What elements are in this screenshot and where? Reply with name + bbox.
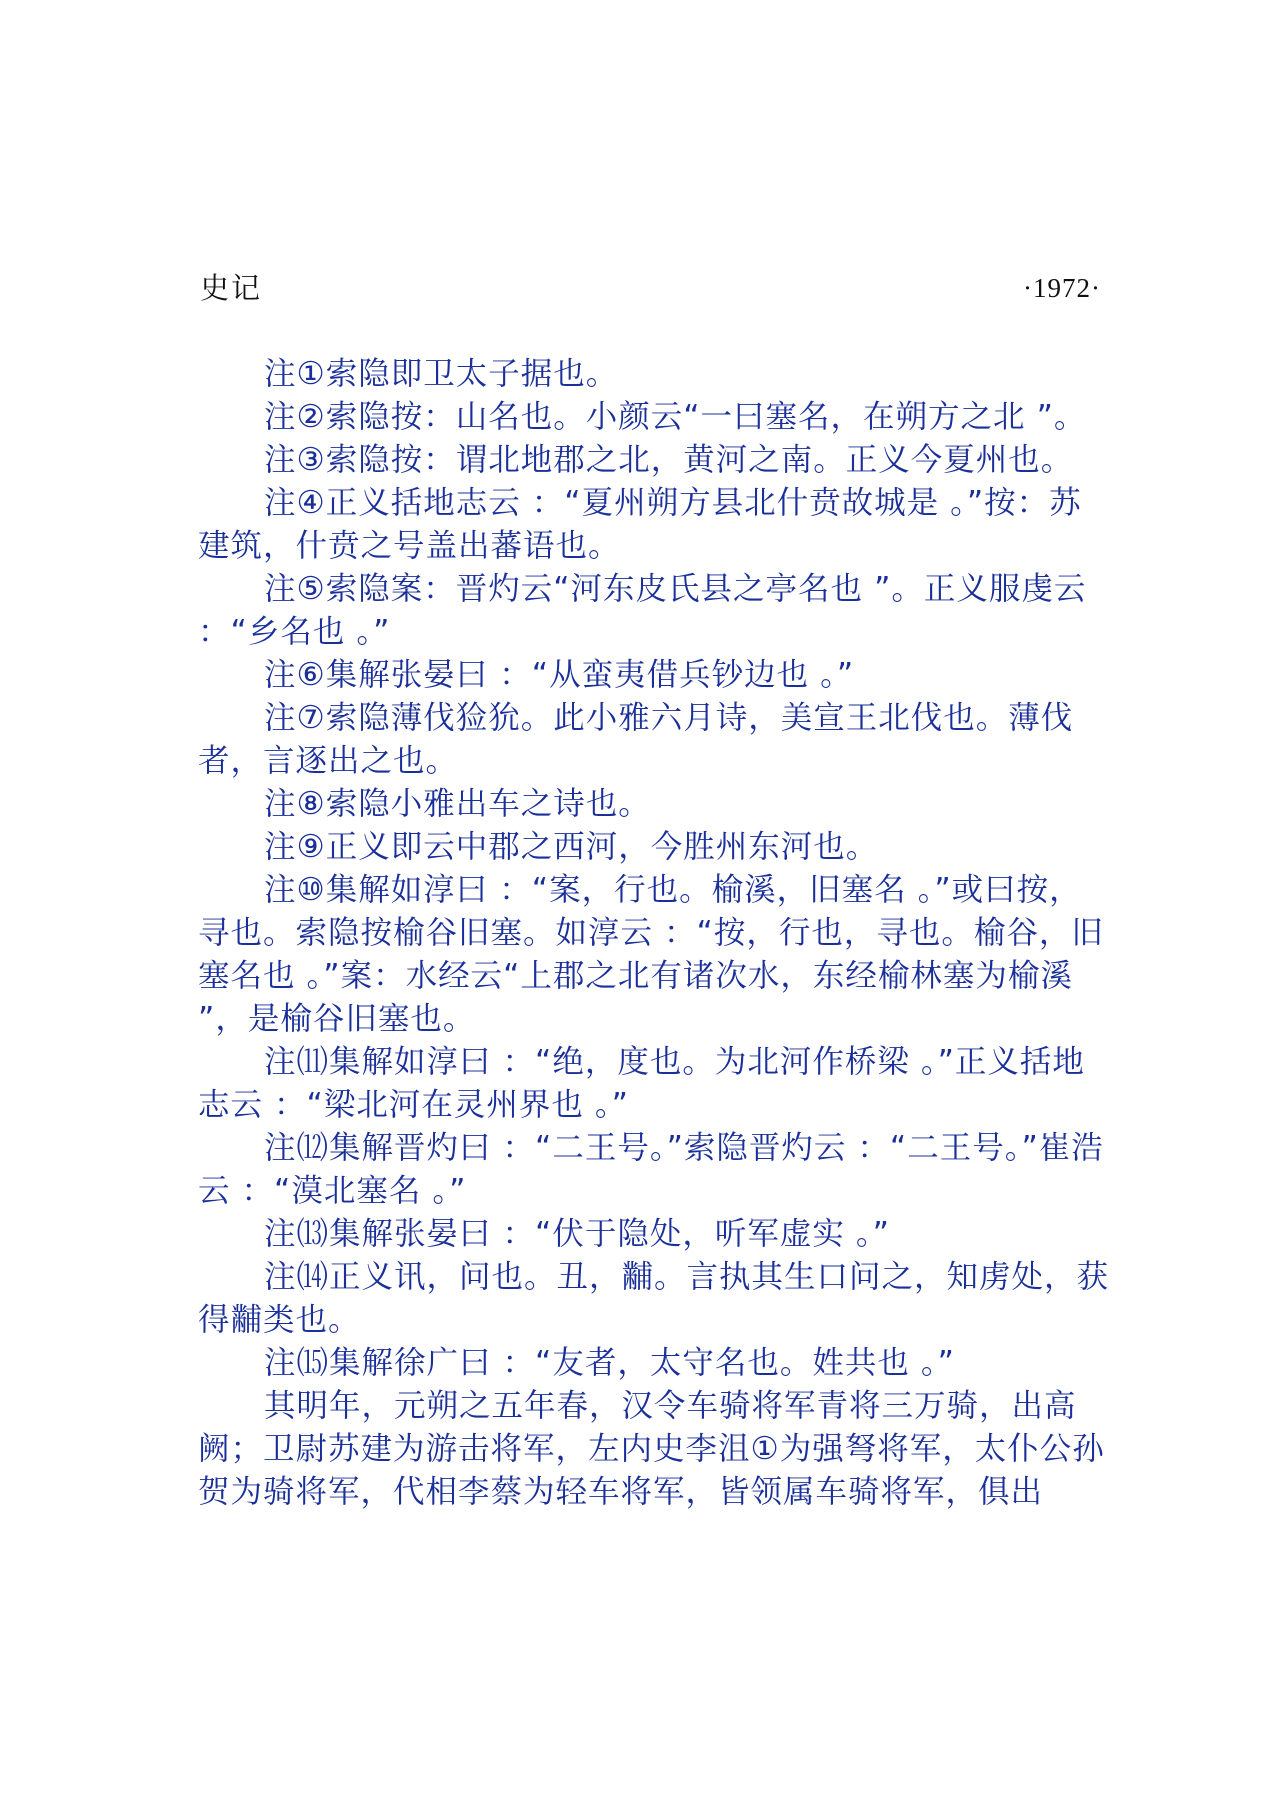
annotation-paragraph: 注⑩集解如淳曰 ：“案，行也。榆溪，旧塞名 。”或曰按，寻也。索隐按榆谷旧塞。如淳云 ：“按，行也，寻也。榆谷，旧塞名也 。”案：水经云“上郡之北有诸次水，东经榆林塞为榆溪 ”，是榆谷旧塞也。 bbox=[198, 872, 1104, 1037]
annotation-paragraph: 注②索隐按：山名也。小颜云“一曰塞名，在朔方之北 ”。 bbox=[264, 399, 1087, 435]
annotation-paragraph: 注⑧索隐小雅出车之诗也。 bbox=[264, 786, 651, 822]
book-title: 史记 bbox=[200, 271, 263, 305]
annotation-paragraph: 注⑨正义即云中郡之西河，今胜州东河也。 bbox=[264, 829, 879, 865]
annotation-paragraph: 注⒂集解徐广曰 ：“友者，太守名也。姓共也 。” bbox=[264, 1345, 955, 1381]
annotation-paragraph: 注⑥集解张晏曰 ：“从蛮夷借兵钞边也 。” bbox=[264, 657, 855, 693]
annotation-paragraph: 注⑤索隐案：晋灼云“河东皮氏县之亭名也 ”。正义服虔云 ：“乡名也 。” bbox=[198, 571, 1087, 650]
annotation-paragraph: 注④正义括地志云 ：“夏州朔方县北什贲故城是 。”按：苏建筑，什贲之号盖出蕃语也。 bbox=[198, 485, 1082, 564]
annotation-paragraph: 注⒁正义讯，问也。丑，黼。言执其生口问之，知虏处，获得黼类也。 bbox=[198, 1259, 1110, 1338]
main-text-paragraph: 其明年，元朔之五年春，汉令车骑将军青将三万骑，出高阙；卫尉苏建为游击将军，左内史李沮①为强弩将军，太仆公孙贺为骑将军，代相李蔡为轻车将军，皆领属车骑将军，俱出 bbox=[198, 1388, 1105, 1510]
annotation-paragraph: 注⑿集解晋灼曰 ：“二王号。”索隐晋灼云 ：“二王号。”崔浩云 ：“漠北塞名 。” bbox=[198, 1130, 1104, 1209]
annotation-paragraph: 注①索隐即卫太子据也。 bbox=[264, 356, 619, 392]
annotation-paragraph: 注⑦索隐薄伐猃狁。此小雅六月诗，美宣王北伐也。薄伐者，言逐出之也。 bbox=[198, 700, 1074, 779]
annotation-paragraph: 注③索隐按：谓北地郡之北，黄河之南。正义今夏州也。 bbox=[264, 442, 1074, 478]
annotation-paragraph: 注⑾集解如淳曰 ：“绝，度也。为北河作桥梁 。”正义括地志云 ：“梁北河在灵州界也 。” bbox=[198, 1044, 1085, 1123]
annotation-paragraph: 注⒀集解张晏曰 ：“伏于隐处，听军虚实 。” bbox=[264, 1216, 890, 1252]
page-number: ·1972· bbox=[1023, 273, 1101, 303]
body-text bbox=[198, 353, 1113, 1514]
